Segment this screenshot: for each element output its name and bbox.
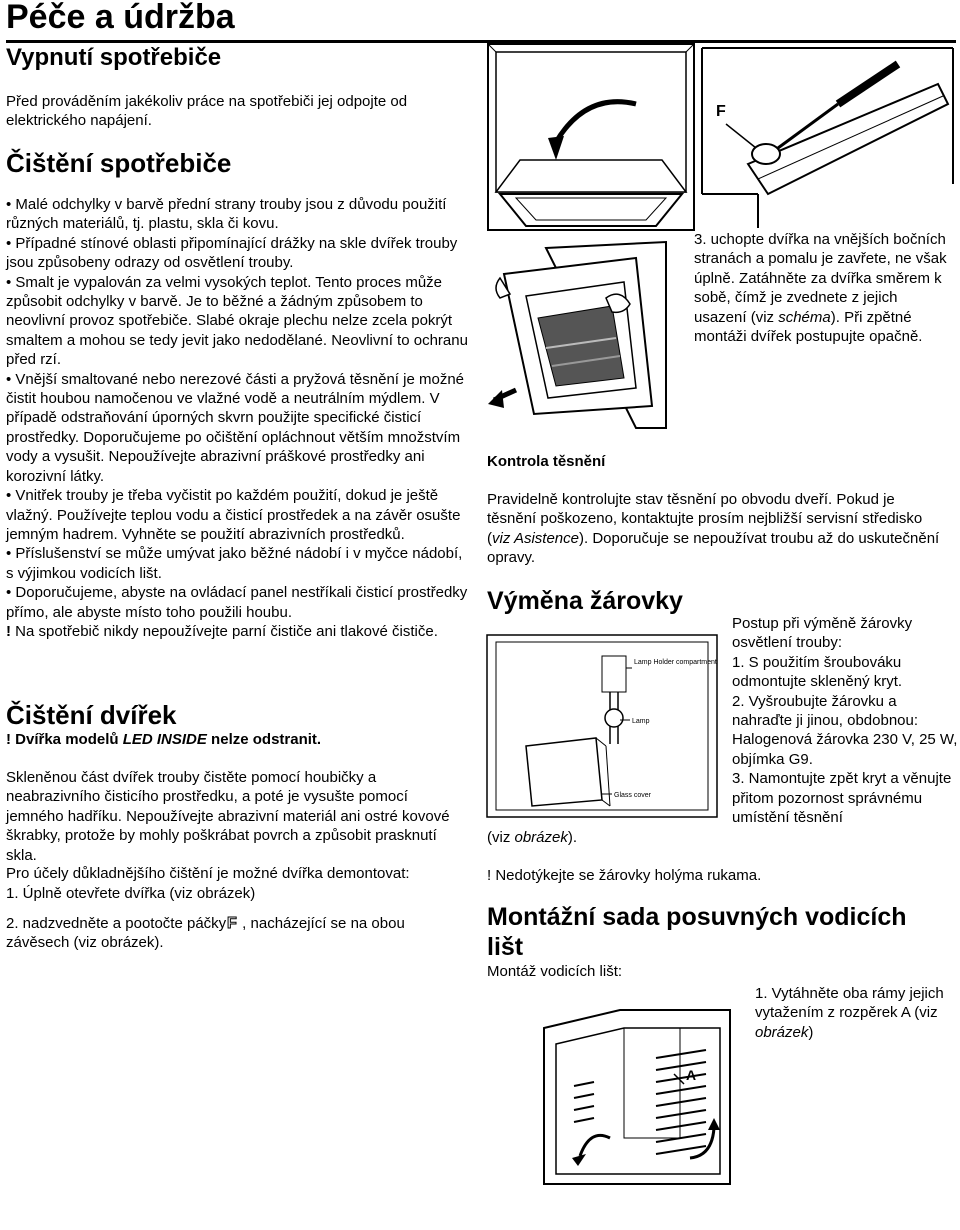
door-note-model: LED INSIDE [122, 731, 207, 748]
door-step-3-prefix: 3. uchopte dvířka na vnějších bočních stranách a pomalu je zavřete, ne však úplně. Zatáhněte za dvířka směrem k sobě, čímž je zvednete z jejich usazení (viz [694, 231, 947, 326]
rails-step-1 [755, 984, 955, 1042]
rails-figure [540, 988, 736, 1186]
seal-text-suffix: ). Doporučuje se nepoužívat troubu až do uskutečnění opravy. [487, 529, 940, 567]
bulb-warning: ! Nedotýkejte se žárovky holýma rukama. [487, 867, 762, 884]
caption-suffix: ). [567, 829, 578, 846]
warning-mark: ! [6, 622, 11, 640]
cleaning-bullet: • Vnější smaltované nebo nerezové části a pryžová těsnění je možné čistit houbou namočenou ve vlažné vodě a neutrálním mýdlem. V případě odstraňování úporných skvrn použijte specifické čisticí prostředky. Doporučujeme po očištění opláchnout větším množstvím vody a vysušit. Nepoužívejte abrazivní práškové prostředky ani korozivní látky. [6, 370, 465, 485]
f-lever-icon [226, 914, 242, 930]
door-cleaning-text: Skleněnou část dvířek trouby čistěte pomocí houbičky a neabrazivního čisticího prostředku, a poté je vysušte pomocí jemného hadříku. Nepoužívejte abrazivní materiál ani ostré kovové škrabky, protože by mohly poškrábat povrch a způsobit prasknutí skla. [6, 769, 450, 864]
rails-step-1-italic: obrázek [755, 1023, 809, 1041]
f-lever-label: F [227, 915, 237, 930]
cleaning-heading: Čištění spotřebiče [6, 148, 232, 178]
lamp-label: Lamp [632, 718, 650, 725]
lamp-holder-label: Lamp Holder compartment [634, 659, 717, 666]
glass-cover-label: Glass cover [614, 792, 651, 799]
hinge-label-f: F [716, 103, 726, 120]
cleaning-bullet: • Případné stínové oblasti připomínající drážky na skle dvířek trouby jsou způsobeny odrazy od osvětlení trouby. [6, 234, 458, 272]
door-step-2-suffix: , nacházející se na obou závěsech (viz obrázek). [6, 915, 405, 952]
door-step-2 [6, 914, 468, 953]
door-step-1: 1. Úplně otevřete dvířka (viz obrázek) [6, 885, 256, 902]
warning-text: Na spotřebič nikdy nepoužívejte parní čističe ani tlakové čističe. [11, 622, 438, 640]
caption-italic: obrázek [514, 829, 568, 846]
bulb-instructions [732, 614, 958, 827]
hinge-lever-figure [698, 44, 958, 230]
rails-heading: Montážní sada posuvných vodicích lišt [487, 903, 907, 961]
door-note-prefix: ! Dvířka modelů [6, 731, 123, 748]
door-model-note [6, 730, 466, 749]
door-step-intro: Pro účely důkladnějšího čištění je možné dvířka demontovat: [6, 865, 410, 882]
bulb-instruction: 3. Namontujte zpět kryt a věnujte přitom pozornost správnému umístění těsnění [732, 770, 952, 827]
switch-off-text: Před prováděním jakékoliv práce na spotřebiči jej odpojte od elektrického napájení. [6, 93, 408, 130]
remove-door-figure [486, 238, 672, 434]
door-cleaning-heading: Čištění dvířek [6, 700, 177, 730]
seal-text-italic: viz Asistence [492, 529, 579, 547]
caption-prefix: (viz [487, 829, 515, 846]
rails-spacer-label: A [686, 1067, 697, 1083]
cleaning-bullet: • Vnitřek trouby je třeba vyčistit po každém použití, dokud je ještě vlažný. Používejte teplou vodu a čisticí prostředek a na závěr osušte jemným hadrem. Vyhněte se použití abrazivních prostředků. [6, 487, 461, 543]
rails-step-1-suffix: ) [808, 1023, 814, 1041]
rails-step-1-prefix: 1. Vytáhněte oba rámy jejich vytažením z rozpěrek A (viz [755, 985, 944, 1022]
cleaning-bullet-list [6, 195, 468, 641]
switch-off-heading: Vypnutí spotřebiče [6, 44, 222, 71]
cleaning-bullet: • Příslušenství se může umývat jako běžné nádobí i v myčce nádobí, s výjimkou vodicích lišt. [6, 545, 463, 582]
seal-text-prefix: Pravidelně kontrolujte stav těsnění po obvodu dveří. Pokud je těsnění poškozeno, kontaktujte prosím nejbližší servisní středisko ( [487, 491, 923, 547]
open-door-figure [486, 42, 696, 232]
door-step-2-prefix: 2. nadzvedněte a pootočte páčky [6, 915, 227, 932]
bulb-replacement-heading: Výměna žárovky [487, 587, 683, 615]
bulb-figure-caption [487, 828, 577, 847]
cleaning-warning [6, 622, 468, 641]
door-note-suffix: nelze odstranit. [206, 731, 322, 748]
page-title: Péče a údržba [6, 0, 235, 36]
lamp-compartment-figure [486, 634, 718, 818]
bulb-instruction: 2. Vyšroubujte žárovku a nahraďte ji jinou, obdobnou: Halogenová žárovka 230 V, 25 W, objímka G9. [732, 692, 958, 768]
door-step-3 [694, 230, 954, 346]
bulb-instruction: Postup při výměně žárovky osvětlení trouby: [732, 615, 913, 652]
seal-check-text [487, 490, 947, 568]
cleaning-bullet: • Doporučujeme, abyste na ovládací panel nestříkali čisticí prostředky přímo, ale abyste místo toho použili houbu. [6, 584, 468, 621]
rails-subheading: Montáž vodicích lišt: [487, 963, 623, 980]
door-step-3-italic: schéma [778, 308, 831, 326]
cleaning-bullet: • Smalt je vypalován za velmi vysokých teplot. Tento proces může způsobit odchylky v barvě. Je to běžné a žádným způsobem to neovlivní provoz spotřebiče. Slabé okraje plechu nelze zcela pokrýt smaltem a mohou se tedy jevit jako nedodělané. Neovlivní to ochranu před rzí. [6, 273, 468, 369]
bulb-instruction: 1. S použitím šroubováku odmontujte skleněný kryt. [732, 653, 903, 691]
title-divider [6, 40, 956, 43]
seal-check-heading: Kontrola těsnění [487, 453, 606, 470]
cleaning-bullet: • Malé odchylky v barvě přední strany trouby jsou z důvodu použití různých materiálů, tj. plastu, skla či kovu. [6, 196, 447, 233]
door-step-3-suffix: ). Při zpětné montáži dvířek postupujte opačně. [694, 308, 923, 346]
